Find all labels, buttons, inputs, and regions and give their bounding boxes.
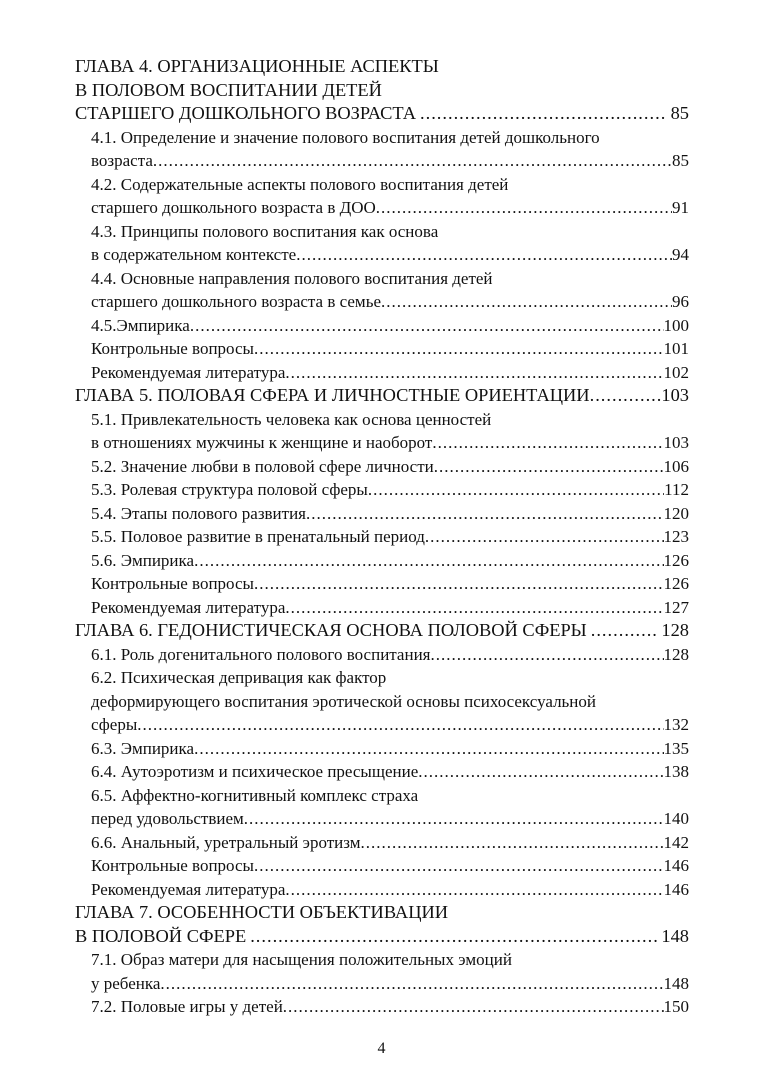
toc-section-line [75, 854, 689, 878]
toc-page-number: 150 [663, 997, 689, 1016]
toc-dot-leader [190, 314, 664, 338]
toc-page-number: 120 [663, 503, 689, 523]
toc-section-line [75, 220, 689, 244]
toc-page-number: 85 [672, 151, 689, 170]
toc-section-line [75, 572, 689, 596]
toc-section-line [75, 267, 689, 291]
toc-page-number: 94 [672, 245, 689, 264]
toc-dot-leader [432, 431, 663, 455]
toc-entry-title: 4.4. Основные направления полового воспитания детей [91, 268, 493, 288]
toc-section-line [75, 666, 689, 690]
toc-page-number: 126 [663, 550, 689, 570]
toc-section-line [75, 737, 689, 761]
toc-dot-leader [376, 196, 672, 220]
toc-dot-leader [194, 737, 663, 761]
toc-entry-title: 5.4. Этапы полового развития [91, 503, 306, 523]
toc-page-number: 138 [663, 762, 689, 781]
toc-section-line [75, 126, 689, 150]
toc-page-number: 146 [663, 856, 689, 875]
toc-dot-leader [381, 290, 672, 314]
page-number: 4 [377, 1040, 386, 1057]
toc-section-line [75, 431, 689, 455]
toc-dot-leader [254, 572, 664, 596]
toc-chapter-line [75, 55, 689, 79]
toc-section-line [75, 713, 689, 737]
toc-entry-title: Контрольные вопросы [91, 574, 254, 593]
toc-section-line [75, 690, 689, 714]
toc-entry-title: В ПОЛОВОЙ СФЕРЕ [75, 925, 247, 946]
toc-section-line [75, 760, 689, 784]
toc-dot-leader [591, 619, 658, 643]
toc-entry-title: перед удовольствием [91, 809, 244, 828]
toc-page-number: 102 [663, 362, 689, 382]
toc-page-number: 103 [663, 433, 689, 452]
toc-page-number: 140 [663, 809, 689, 828]
toc-dot-leader [283, 995, 664, 1019]
toc-dot-leader [153, 149, 672, 173]
toc-entry-title: 6.1. Роль догенитального полового воспитания [91, 644, 431, 664]
toc-entry-title: 5.6. Эмпирика [91, 550, 195, 570]
toc-entry-title: 7.2. Половые игры у детей [91, 997, 283, 1016]
toc-entry-title: 6.4. Аутоэротизм и психическое пресыщение [91, 762, 419, 781]
toc-section-line [75, 361, 689, 385]
toc-dot-leader [418, 760, 663, 784]
toc-entry-title: СТАРШЕГО ДОШКОЛЬНОГО ВОЗРАСТА [75, 103, 416, 123]
toc-dot-leader [285, 596, 663, 620]
toc-entry-title: В ПОЛОВОМ ВОСПИТАНИИ ДЕТЕЙ [75, 79, 382, 100]
toc-dot-leader [244, 807, 664, 831]
toc-dot-leader [285, 361, 663, 385]
toc-entry-title: 4.3. Принципы полового воспитания как основа [91, 221, 439, 241]
toc-entry-title: 5.2. Значение любви в половой сфере личности [91, 456, 434, 476]
toc-dot-leader [434, 455, 664, 479]
toc-entry-title: 4.1. Определение и значение полового воспитания детей дошкольного [91, 127, 600, 147]
toc-section-line [75, 314, 689, 338]
toc-page-number: 128 [663, 644, 689, 664]
toc-dot-leader [368, 478, 664, 502]
toc-page-number: 148 [661, 925, 689, 946]
toc-entry-title: ГЛАВА 7. ОСОБЕННОСТИ ОБЪЕКТИВАЦИИ [75, 902, 449, 922]
toc-dot-leader [160, 972, 663, 996]
toc-page-number: 142 [663, 832, 689, 852]
toc-entry-title: в отношениях мужчины к женщине и наоборот [91, 433, 433, 452]
toc-entry-title: ГЛАВА 5. ПОЛОВАЯ СФЕРА И ЛИЧНОСТНЫЕ ОРИЕНТАЦИИ [75, 385, 590, 405]
toc-section-line [75, 525, 689, 549]
toc-page-number: 146 [663, 879, 689, 899]
toc-page-number: 91 [672, 198, 689, 217]
toc-section-line [75, 243, 689, 267]
toc-entry-title: Контрольные вопросы [91, 856, 254, 875]
toc-section-line [75, 995, 689, 1019]
toc-page-number: 101 [663, 339, 689, 358]
toc-section-line [75, 807, 689, 831]
toc-dot-leader [250, 925, 657, 949]
toc-entry-title: старшего дошкольного возраста в ДОО [91, 198, 376, 217]
toc-section-line [75, 455, 689, 479]
toc-section-line [75, 290, 689, 314]
table-of-contents [75, 55, 689, 1019]
toc-page-number: 100 [663, 315, 689, 335]
toc-page-number: 127 [663, 597, 689, 617]
toc-page-number: 123 [663, 527, 689, 546]
toc-dot-leader [431, 643, 664, 667]
toc-section-line [75, 948, 689, 972]
toc-entry-title: 6.2. Психическая депривация как фактор [91, 668, 387, 687]
toc-section-line [75, 502, 689, 526]
toc-entry-title: ГЛАВА 4. ОРГАНИЗАЦИОННЫЕ АСПЕКТЫ [75, 56, 439, 76]
toc-chapter-line [75, 384, 689, 408]
toc-page-number: 128 [661, 620, 689, 640]
toc-entry-title: 5.5. Половое развитие в пренатальный период [91, 527, 425, 546]
toc-entry-title: 6.5. Аффектно-когнитивный комплекс страха [91, 785, 419, 805]
toc-dot-leader [194, 549, 663, 573]
toc-page-number: 148 [663, 973, 689, 993]
toc-chapter-line [75, 925, 689, 949]
toc-section-line [75, 878, 689, 902]
toc-chapter-line [75, 102, 689, 126]
toc-section-line [75, 596, 689, 620]
toc-entry-title: 4.5.Эмпирика [91, 315, 190, 335]
toc-entry-title: ГЛАВА 6. ГЕДОНИСТИЧЕСКАЯ ОСНОВА ПОЛОВОЙ СФЕРЫ [75, 620, 587, 640]
toc-dot-leader [285, 878, 663, 902]
toc-page-number: 112 [664, 480, 689, 499]
toc-section-line [75, 549, 689, 573]
toc-section-line [75, 831, 689, 855]
toc-section-line [75, 643, 689, 667]
toc-entry-title: сферы [91, 715, 138, 734]
toc-page-number: 103 [661, 385, 689, 405]
toc-dot-leader [254, 854, 664, 878]
toc-entry-title: деформирующего воспитания эротической основы психосексуальной [91, 691, 596, 711]
toc-entry-title: Рекомендуемая литература [91, 879, 286, 899]
toc-entry-title: у ребенка [91, 973, 161, 993]
toc-entry-title: Рекомендуемая литература [91, 597, 286, 617]
toc-entry-title: Контрольные вопросы [91, 339, 254, 358]
toc-chapter-line [75, 619, 689, 643]
toc-chapter-line [75, 79, 689, 103]
toc-entry-title: 4.2. Содержательные аспекты полового воспитания детей [91, 174, 509, 194]
toc-section-line [75, 478, 689, 502]
toc-page-number: 96 [672, 292, 689, 311]
toc-section-line [75, 173, 689, 197]
toc-dot-leader [306, 502, 664, 526]
toc-entry-title: 6.6. Анальный, уретральный эротизм [91, 832, 361, 852]
toc-dot-leader [296, 243, 672, 267]
toc-page-number: 126 [663, 574, 689, 593]
toc-entry-title: 5.1. Привлекательность человека как основа ценностей [91, 409, 492, 429]
toc-entry-title: 5.3. Ролевая структура половой сферы [91, 480, 368, 499]
toc-page-number: 106 [663, 456, 689, 476]
toc-dot-leader [425, 525, 664, 549]
toc-dot-leader [590, 384, 662, 408]
toc-chapter-line [75, 901, 689, 925]
toc-page-number: 135 [663, 738, 689, 758]
toc-entry-title: возраста [91, 151, 153, 170]
toc-entry-title: 7.1. Образ матери для насыщения положительных эмоций [91, 950, 512, 969]
toc-entry-title: 6.3. Эмпирика [91, 738, 195, 758]
toc-dot-leader [254, 337, 664, 361]
toc-section-line [75, 972, 689, 996]
toc-section-line [75, 408, 689, 432]
toc-dot-leader [420, 102, 667, 126]
toc-section-line [75, 149, 689, 173]
toc-dot-leader [361, 831, 664, 855]
toc-page-number: 85 [670, 103, 689, 123]
toc-entry-title: Рекомендуемая литература [91, 362, 286, 382]
toc-section-line [75, 196, 689, 220]
toc-dot-leader [137, 713, 663, 737]
toc-entry-title: в содержательном контексте [91, 245, 297, 264]
toc-page-number: 132 [663, 715, 689, 734]
toc-entry-title: старшего дошкольного возраста в семье [91, 292, 381, 311]
toc-section-line [75, 784, 689, 808]
toc-section-line [75, 337, 689, 361]
